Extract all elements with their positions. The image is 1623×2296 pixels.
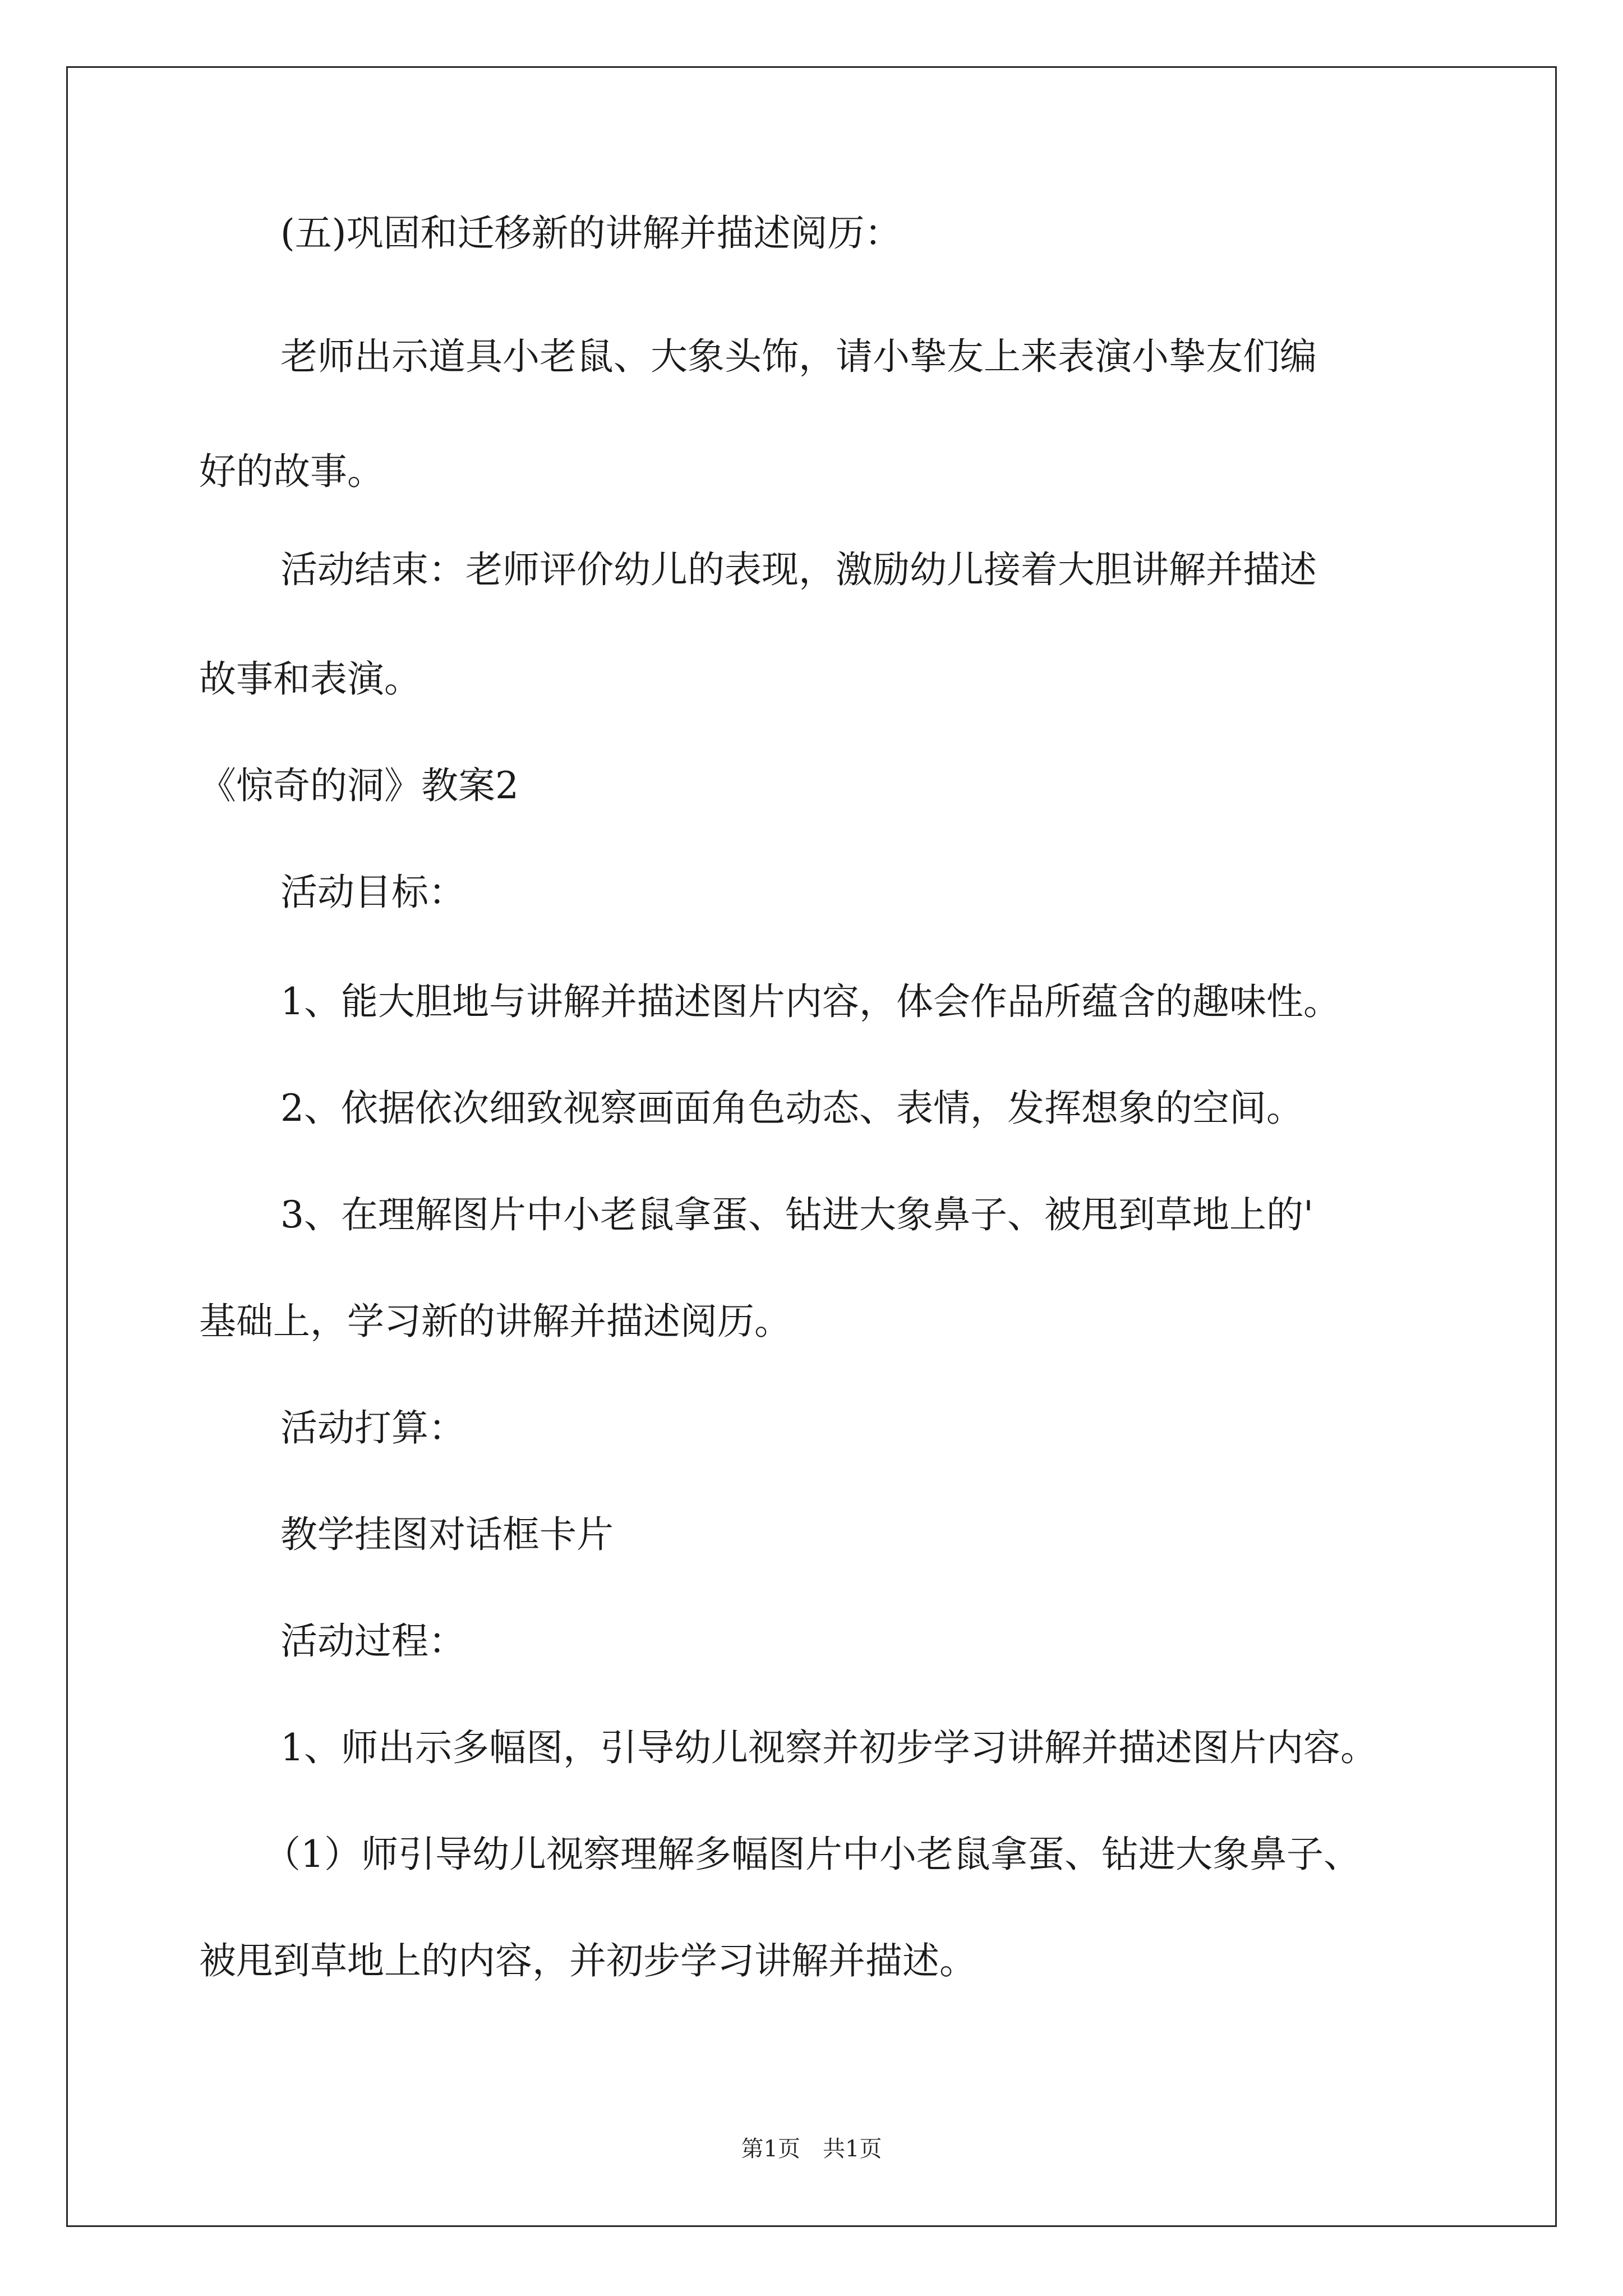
paragraph-line: （1）师引导幼儿视察理解多幅图片中小老鼠拿蛋、钻进大象鼻子、 <box>264 1833 1361 1876</box>
paragraph-line: 基础上，学习新的讲解并描述阅历。 <box>199 1300 791 1343</box>
paragraph-line: 活动打算： <box>280 1406 465 1450</box>
paragraph-line: 2、依据依次细致视察画面角色动态、表情，发挥想象的空间。 <box>280 1087 1303 1130</box>
page-border <box>66 66 1557 2227</box>
paragraph-line: 1、师出示多幅图，引导幼儿视察并初步学习讲解并描述图片内容。 <box>280 1726 1377 1769</box>
paragraph-line: 活动过程： <box>280 1619 465 1663</box>
paragraph-line: 老师出示道具小老鼠、大象头饰，请小挚友上来表演小挚友们编 <box>280 335 1317 378</box>
paragraph-line: 被甩到草地上的内容，并初步学习讲解并描述。 <box>199 1939 976 1982</box>
paragraph-line: 好的故事。 <box>199 450 384 493</box>
page-total: 共1页 <box>823 2136 882 2162</box>
page-number: 第1页 <box>741 2136 800 2162</box>
paragraph-line: 1、能大胆地与讲解并描述图片内容，体会作品所蕴含的趣味性。 <box>280 980 1340 1023</box>
paragraph-line: 故事和表演。 <box>199 657 421 701</box>
paragraph-line: 3、在理解图片中小老鼠拿蛋、钻进大象鼻子、被甩到草地上的' <box>280 1193 1314 1236</box>
page-footer <box>0 2133 1623 2165</box>
paragraph-line: 教学挂图对话框卡片 <box>280 1513 614 1556</box>
paragraph-line: (五)巩固和迁移新的讲解并描述阅历： <box>280 211 902 255</box>
section-heading: 《惊奇的洞》教案2 <box>199 764 519 807</box>
paragraph-line: 活动目标： <box>280 871 465 914</box>
paragraph-line: 活动结束：老师评价幼儿的表现，激励幼儿接着大胆讲解并描述 <box>280 548 1317 591</box>
